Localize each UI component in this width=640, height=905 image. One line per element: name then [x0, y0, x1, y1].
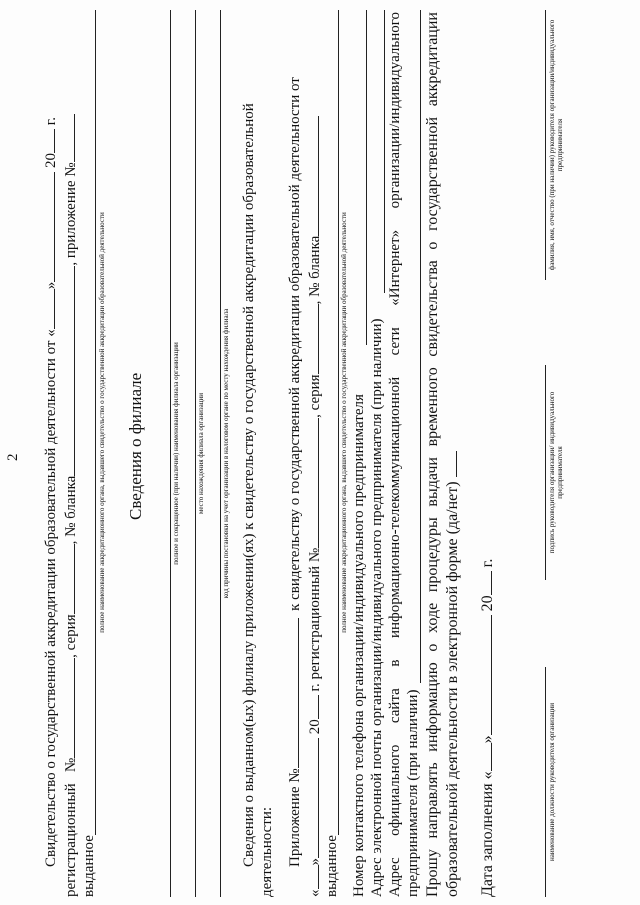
- annex-line-2: [304, 116, 324, 897]
- certificate-from-text: Свидетельство о государственной аккредитации образовательной деятельности от «: [43, 329, 59, 867]
- annex-app-label: Приложение №: [287, 768, 303, 867]
- annex-reg-label: регистрационный №: [307, 547, 323, 680]
- request-line-1: Прошу направлять информацию о ходе процедуры выдачи временного свидетельства о государственной аккредитации: [424, 12, 441, 897]
- phone-label: Номер контактного телефона организации/индивидуального предпринимателя: [351, 394, 367, 897]
- page-number: 2: [5, 453, 21, 461]
- series-blank[interactable]: [60, 544, 75, 614]
- annex-year-blank[interactable]: [304, 695, 319, 719]
- branch-heading: Сведения о филиале: [126, 372, 145, 520]
- fill-day-blank[interactable]: [477, 743, 492, 771]
- fill-date-label: Дата заполнения «: [479, 771, 496, 897]
- annex-series-label: , серия: [307, 374, 323, 418]
- issued-label: выданное: [81, 835, 97, 897]
- series-label: , серия: [63, 614, 79, 658]
- year-prefix: 20: [43, 153, 59, 169]
- reg-no-blank[interactable]: [60, 658, 75, 758]
- branch-name-line[interactable]: [170, 10, 171, 897]
- annex-intro-2: деятельности:: [259, 806, 275, 897]
- branch-kpp-caption: код причины постановки на учет организации в налоговом органе по месту нахождения филиала: [222, 308, 230, 599]
- annex-form-label: , № бланка: [307, 235, 323, 305]
- annex-day-blank[interactable]: [304, 866, 319, 890]
- reg-no-label: №: [63, 757, 79, 773]
- name-caption: фамилия, имя, отчество (при наличии) руководителя организации/индивидуального предпринимателя: [548, 19, 564, 271]
- signature-caption: подпись руководителя организации/ индивидуального предпринимателя: [548, 391, 564, 554]
- name-line[interactable]: [545, 10, 546, 280]
- request-text: образовательной деятельности в электронной форме (да/нет): [444, 481, 461, 897]
- form-no-blank[interactable]: [60, 266, 75, 476]
- year-blank[interactable]: [40, 129, 55, 153]
- form-no-label: , № бланка: [63, 475, 79, 545]
- close-quote: »: [43, 281, 59, 290]
- fill-year-blank[interactable]: [477, 571, 492, 595]
- issued-line[interactable]: [95, 10, 96, 835]
- email-label: Адрес электронной почты организации/индивидуального предпринимателя (при наличии): [369, 318, 385, 897]
- site-label-2: предпринимателя (при наличии): [405, 689, 421, 897]
- email-line[interactable]: [384, 10, 385, 293]
- year-suffix: г.: [43, 117, 59, 126]
- signature-line[interactable]: [545, 365, 546, 580]
- annex-open-quote: «: [307, 889, 323, 897]
- branch-name-caption: полное и сокращенное (при наличии) наименования филиала организации: [172, 342, 180, 565]
- certificate-line-2: [60, 114, 80, 897]
- annex-app-blank[interactable]: [284, 618, 299, 768]
- organ-caption: полное наименование аккредитационного органа, выдавшего свидетельство о государственной аккредитации образовательной деятельности: [98, 212, 106, 633]
- site-line[interactable]: [420, 10, 421, 683]
- annex-month-blank[interactable]: [304, 738, 319, 858]
- fill-year-suffix: г.: [479, 558, 496, 568]
- annex-issued-label: выданное: [324, 835, 340, 897]
- position-caption: наименование должности руководителя организации: [548, 703, 556, 861]
- site-label: Адрес официального сайта в информационно-телекоммуникационной сети «Интернет» организации/индивидуального: [387, 12, 403, 897]
- fill-month-blank[interactable]: [477, 615, 492, 735]
- annex-reg-blank[interactable]: [304, 418, 319, 548]
- phone-line[interactable]: [366, 10, 367, 345]
- month-blank[interactable]: [40, 172, 55, 282]
- reg-label: регистрационный: [63, 783, 79, 897]
- fill-year-prefix: 20: [479, 595, 496, 612]
- annex-intro: Сведения о выданном(ых) филиалу приложении(ях) к свидетельству о государственной аккредитации образовательной: [241, 103, 257, 867]
- fill-date: [477, 559, 497, 897]
- fill-close-quote: »: [479, 735, 496, 744]
- certificate-line-1: [40, 117, 60, 867]
- branch-location-caption: место нахождения филиала организации: [197, 392, 205, 515]
- annex-form-blank[interactable]: [304, 116, 319, 236]
- position-line[interactable]: [545, 667, 546, 897]
- annex-to-cert: к свидетельству о государственной аккредитации образовательной деятельности от: [287, 77, 303, 611]
- appendix-blank[interactable]: [60, 114, 75, 162]
- annex-year-prefix: 20: [307, 719, 323, 735]
- annex-series-blank[interactable]: [304, 304, 319, 374]
- annex-line-1: [284, 77, 304, 867]
- annex-organ-caption: полное наименование аккредитационного органа, выдавшего свидетельство о государственной аккредитации образовательной деятельности: [340, 212, 348, 633]
- appendix-label: , приложение №: [63, 162, 79, 266]
- annex-issued-line[interactable]: [338, 10, 339, 835]
- request-answer-blank[interactable]: [442, 451, 457, 477]
- branch-kpp-line[interactable]: [220, 10, 221, 897]
- request-line-2: [442, 451, 462, 897]
- branch-location-line[interactable]: [195, 10, 196, 897]
- annex-year-suffix: г.: [307, 683, 323, 692]
- annex-close-quote: »: [307, 858, 323, 866]
- day-blank[interactable]: [40, 289, 55, 329]
